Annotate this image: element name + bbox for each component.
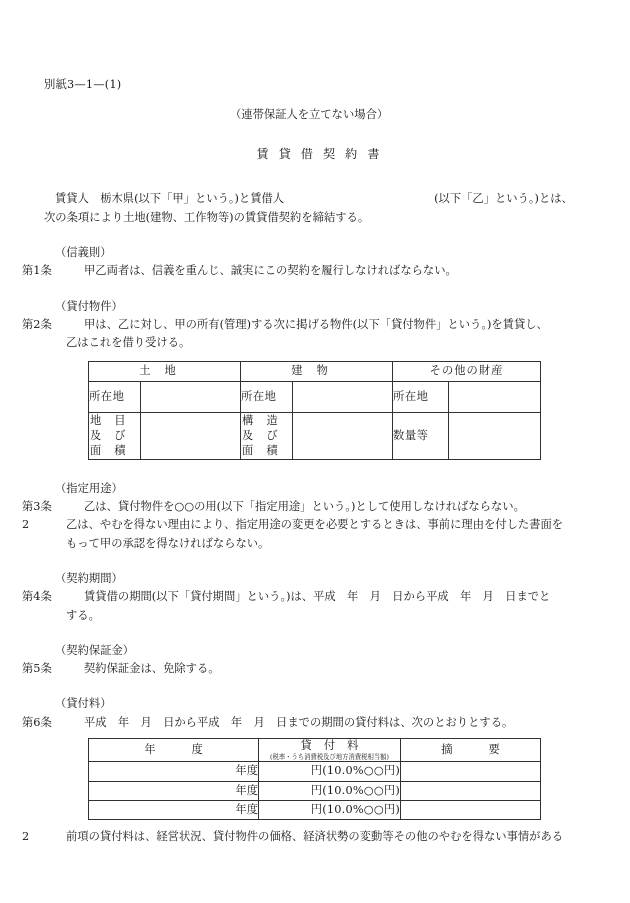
preamble-line-1 — [44, 190, 588, 208]
article-6-paragraph-2-line-1: 前項の貸付料は、経営状況、貸付物件の価格、経済状勢の変動等その他のやむを得ない事情がある — [66, 830, 564, 844]
page-title: 賃貸借契約書 — [256, 146, 390, 161]
rent-table-wrap — [88, 738, 588, 820]
rent-header-rent-label: 貸付料 — [300, 739, 371, 752]
table-row — [89, 762, 541, 781]
rent-header-remarks-label: 摘要 — [441, 742, 536, 756]
label-other-location: 所在地 — [393, 381, 449, 412]
article-4-heading: （契約期間） — [55, 571, 123, 585]
article-5-label: 第5条 — [22, 662, 52, 676]
article-3-paragraph-2-line-1: 乙は、やむを得ない理由により、指定用途の変更を必要とするときは、事前に理由を付した書面を — [66, 518, 564, 532]
article-6-text: 平成 年 月 日から平成 年 月 日までの期間の貸付料は、次のとおりとする。 — [84, 715, 514, 729]
value-other-quantity[interactable] — [449, 412, 541, 459]
article-1-heading: （信義則） — [55, 245, 112, 259]
spacer — [44, 553, 588, 570]
rent-row-1-amount[interactable]: 円(10.0%○○円) — [259, 762, 401, 781]
label-land-type-area-line-2: 及び — [90, 429, 139, 443]
label-land-type-area — [89, 412, 141, 459]
spacer — [44, 625, 588, 642]
spacer — [44, 678, 588, 695]
value-building-location[interactable] — [293, 381, 393, 412]
label-building-structure-area-line-2: 及び — [242, 429, 291, 443]
table-row — [89, 781, 541, 800]
article-6-label: 第6条 — [22, 715, 52, 729]
article-3-text: 乙は、貸付物件を○○の用(以下「指定用途」という。)として使用しなければならない。 — [84, 500, 525, 514]
article-4-text-line-2: する。 — [66, 608, 100, 622]
article-3-heading: （指定用途） — [55, 481, 123, 495]
value-land-location[interactable] — [141, 381, 241, 412]
value-other-location[interactable] — [449, 381, 541, 412]
article-5-text: 契約保証金は、免除する。 — [84, 662, 220, 676]
document-number: 別紙3—1—(1) — [44, 78, 122, 91]
table-row — [89, 381, 541, 412]
value-land-type-area[interactable] — [141, 412, 241, 459]
label-building-structure-area-line-1: 構造 — [242, 413, 291, 427]
table-header-row — [89, 739, 541, 762]
article-6-heading: （貸付料） — [55, 697, 112, 711]
preamble-line-2: 次の条項により土地(建物、工作物等)の賃貸借契約を締結する。 — [44, 210, 370, 224]
rent-row-2-amount[interactable]: 円(10.0%○○円) — [259, 781, 401, 800]
value-building-structure-area[interactable] — [293, 412, 393, 459]
article-2-text-line-1: 甲は、乙に対し、甲の所有(管理)する次に掲げる物件(以下「貸付物件」という。)を賃貸し、 — [84, 317, 548, 331]
label-building-structure-area — [241, 412, 293, 459]
article-1-body — [22, 262, 588, 280]
article-4-label: 第4条 — [22, 590, 52, 604]
rent-header-year-label: 年度 — [144, 742, 239, 756]
article-5-body — [22, 660, 588, 678]
spacer — [44, 460, 588, 480]
preamble-lessor-text: 賃貸人 栃木県(以下「甲」という。)と賃借人 — [55, 192, 285, 206]
property-group-header-other: その他の財産 — [393, 362, 541, 381]
rent-table — [88, 738, 541, 820]
property-group-header-building: 建物 — [241, 362, 393, 381]
article-3-paragraph-2 — [22, 516, 588, 534]
rent-row-2-year[interactable]: 年度 — [89, 781, 259, 800]
rent-row-3-amount[interactable]: 円(10.0%○○円) — [259, 800, 401, 819]
spacer — [44, 227, 588, 244]
rent-row-3-remarks[interactable] — [401, 800, 541, 819]
label-land-type-area-line-1: 地目 — [90, 413, 139, 427]
rent-header-rent — [259, 739, 401, 762]
label-land-location: 所在地 — [89, 381, 141, 412]
article-1-label: 第1条 — [22, 264, 52, 278]
article-3-paragraph-2-number: 2 — [22, 518, 30, 532]
article-4-body — [22, 588, 588, 606]
article-2-heading: （貸付物件） — [55, 299, 123, 313]
article-2-text-line-2: 乙はこれを借り受ける。 — [66, 336, 191, 350]
document-content — [22, 76, 588, 846]
article-5-heading: （契約保証金） — [55, 643, 135, 657]
rent-row-1-year[interactable]: 年度 — [89, 762, 259, 781]
rent-row-1-remarks[interactable] — [401, 762, 541, 781]
preamble-lessee-text: (以下「乙」という。)とは、 — [434, 192, 573, 206]
article-6-body — [22, 714, 588, 732]
article-2-body — [22, 316, 588, 334]
article-4-text-line-1: 賃貸借の期間(以下「貸付期間」という。)は、平成 年 月 日から平成 年 月 日までと — [84, 590, 551, 604]
label-land-type-area-line-3: 面積 — [90, 444, 139, 458]
table-row — [89, 412, 541, 459]
rent-row-2-remarks[interactable] — [401, 781, 541, 800]
article-2-label: 第2条 — [22, 317, 52, 331]
property-table-wrap — [88, 361, 588, 459]
article-1-text: 甲乙両者は、信義を重んじ、誠実にこの契約を履行しなければならない。 — [84, 264, 457, 278]
article-6-paragraph-2-number: 2 — [22, 830, 30, 844]
article-3-label: 第3条 — [22, 500, 52, 514]
label-other-quantity: 数量等 — [393, 412, 449, 459]
table-row-group-headers — [89, 362, 541, 381]
rent-header-year — [89, 739, 259, 762]
spacer — [44, 281, 588, 298]
article-6-paragraph-2 — [22, 828, 588, 846]
property-group-header-land: 土地 — [89, 362, 241, 381]
label-building-structure-area-line-3: 面積 — [242, 444, 291, 458]
rent-row-3-year[interactable]: 年度 — [89, 800, 259, 819]
property-table — [88, 361, 541, 459]
rent-header-rent-note: (税率・うち消費税及び地方消費税相当額) — [270, 752, 389, 761]
table-row — [89, 800, 541, 819]
article-3-body — [22, 498, 588, 516]
label-building-location: 所在地 — [241, 381, 293, 412]
rent-header-remarks — [401, 739, 541, 762]
document-subtitle: （連帯保証人を立てない場合） — [230, 108, 389, 122]
article-3-paragraph-2-line-2: もって甲の承認を得なければならない。 — [66, 536, 270, 550]
